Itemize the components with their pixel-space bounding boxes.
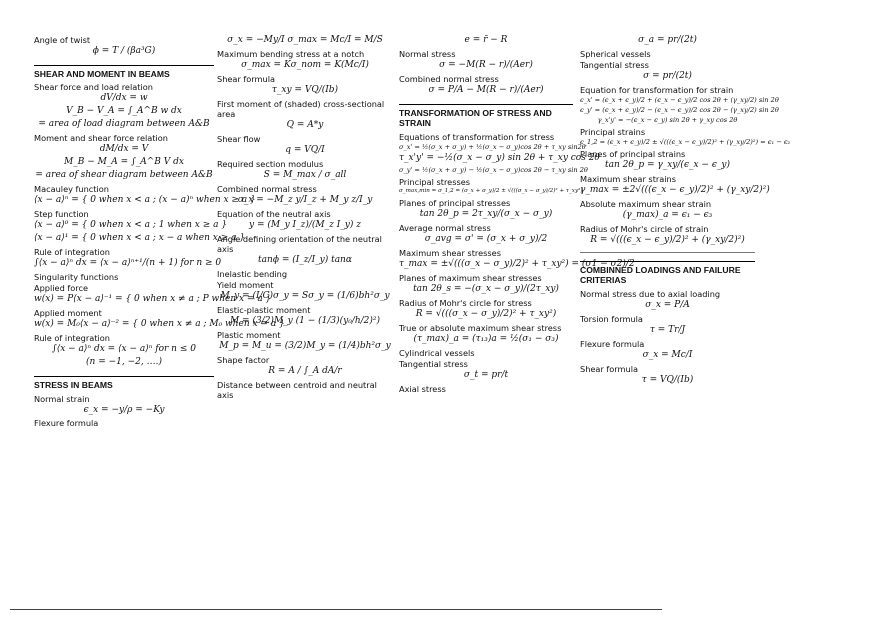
formula-label: Combined normal stress — [217, 183, 317, 194]
formula: σ_a = pr/(2t) — [638, 35, 697, 45]
section-divider — [580, 252, 755, 253]
formula-label: Flexure formula — [580, 338, 645, 349]
formula: ⟨x − a⟩⁰ = { 0 when x < a ; 1 when x ≥ a } — [34, 220, 228, 231]
formula-label: Cylindrical vessels — [399, 347, 475, 358]
formula: q = VQ/I — [285, 144, 325, 155]
formula-label: Moment and shear force relation — [34, 133, 168, 144]
formula: y = (M_y I_z)/(M_z I_y) z — [249, 219, 361, 230]
formula-label: Torsion formula — [580, 313, 643, 324]
formula-label: Normal stress due to axial loading — [580, 288, 721, 299]
formula: M_p = M_u = (3/2)M_y = (1/4)bh²σ_y — [219, 340, 391, 351]
formula-label: Plastic moment — [217, 329, 281, 340]
formula: σ_x' = ½(σ_x + σ_y) + ½(σ_x − σ_y)cos 2θ + τ_xy sin2θ — [399, 142, 586, 151]
formula: = area of load diagram between A&B — [38, 119, 210, 130]
formula-label: Rule of integration — [34, 247, 110, 258]
formula-label: Rule of integration — [34, 333, 110, 344]
formula: tan 2θ_s = −(σ_x − σ_y)/(2τ_xy) — [413, 283, 559, 294]
formula: M_y = (I/C)σ_y = Sσ_y = (1/6)bh²σ_y — [220, 290, 390, 301]
formula-label: Inelastic bending — [217, 268, 288, 279]
formula: w(x) = P⟨x − a⟩⁻¹ = { 0 when x ≠ a ; P when x = a } — [34, 294, 272, 305]
formula-label: Planes of principal stresses — [399, 197, 511, 208]
formula: ϵ_1,2 = (ϵ_x + ϵ_y)/2 ± √(((ϵ_x − ϵ_y)/2)² + (γ_xy/2)²) = ϵ₁ − ϵ₂ — [580, 138, 791, 147]
formula-label: Flexure formula — [34, 418, 99, 429]
section-heading: TRANSFORMATION OF STRESS AND STRAIN — [399, 104, 573, 129]
column-4 — [580, 34, 791, 388]
section-heading: SHEAR AND MOMENT IN BEAMS — [34, 65, 214, 79]
formula-label: Radius of Mohr's circle of strain — [580, 223, 709, 234]
formula: τ_max = ±√(((σ_x − σ_y)/2)² + τ_xy²) = (σ1 − σ2)/2 — [399, 258, 635, 269]
formula: (τ_max)_a = (τ₁₃)a = ½(σ₁ − σ₃) — [413, 333, 559, 344]
formula: σ_y' = ½(σ_x + σ_y) − ½(σ_x − σ_y)cos 2θ − τ_xy sin 2θ — [399, 165, 588, 174]
formula: ∫⟨x − a⟩ⁿ dx = ⟨x − a⟩ⁿ for n ≤ 0 — [52, 344, 196, 355]
formula: dV/dx = w — [100, 93, 148, 104]
formula: V_B − V_A = ∫_A^B w dx — [66, 106, 182, 117]
formula-label: Planes of maximum shear stresses — [399, 272, 542, 283]
formula-label: Combined normal stress — [399, 73, 499, 84]
formula-label: Distance between centroid and neutral axis — [217, 379, 377, 400]
formula-label: True or absolute maximum shear stress — [399, 322, 562, 333]
footer-rule — [10, 609, 662, 610]
formula-label: Shear force and load relation — [34, 82, 153, 93]
formula-label: Singularity functions — [34, 272, 119, 283]
formula: ϕ = T / (βa³G) — [92, 46, 156, 56]
column-2 — [217, 34, 393, 400]
formula-label: Shear formula — [217, 73, 275, 84]
formula: τ = VQ/(Ib) — [641, 374, 694, 385]
formula: σ = pr/(2t) — [643, 70, 692, 81]
formula: R = A / ∫_A dA/r — [268, 365, 342, 376]
formula: σ_x = −M_z y/I_z + M_y z/I_y — [237, 194, 373, 205]
formula: M_B − M_A = ∫_A^B V dx — [64, 157, 184, 168]
formula: σ_avg = σ' = (σ_x + σ_y)/2 — [424, 233, 548, 244]
formula: w(x) = M₀⟨x − a⟩⁻² = { 0 when x ≠ a ; M₀ when x = a } — [34, 319, 285, 330]
formula: Q = A*y — [286, 119, 324, 130]
formula-label: Applied moment — [34, 308, 102, 319]
formula: ⟨x − a⟩¹ = { 0 when x < a ; x − a when x ≥ a } — [34, 233, 246, 244]
formula: S = M_max / σ_all — [263, 169, 347, 180]
formula: = area of shear diagram between A&B — [35, 170, 213, 181]
formula-label: Equation for transformation for strain — [580, 84, 734, 95]
formula: γ_x'y' = −(ϵ_x − ϵ_y) sin 2θ + γ_xy cos 2θ — [597, 116, 738, 124]
formula-label: Axial stress — [399, 383, 446, 394]
formula-label: Required section modulus — [217, 158, 324, 169]
formula: tan 2θ_p = 2τ_xy/(σ_x − σ_y) — [419, 208, 553, 219]
formula-label: Shape factor — [217, 354, 270, 365]
formula: τ_x'y' = −½(σ_x − σ_y) sin 2θ + τ_xy cos 2θ — [399, 152, 600, 163]
formula-label: Shear formula — [580, 363, 638, 374]
formula-label: Equation of the neutral axis — [217, 208, 331, 219]
section-heading: STRESS IN BEAMS — [34, 376, 214, 390]
formula: σ = P/A − M(R − r)/(Aer) — [428, 84, 544, 95]
formula: ϵ_y' = (ϵ_x + ϵ_y)/2 − (ϵ_x − ϵ_y)/2 cos 2θ − (γ_xy/2) sin 2θ — [580, 105, 779, 114]
formula: ⟨x − a⟩ⁿ = { 0 when x < a ; (x − a)ⁿ when x ≥ a } — [34, 195, 256, 206]
formula-label: Planes of principal strains — [580, 149, 686, 160]
formula: γ_max = ±2√(((ϵ_x − ϵ_y)/2)² + (γ_xy/2)²) — [580, 185, 770, 196]
formula-label: Absolute maximum shear strain — [580, 199, 712, 209]
formula: R = √(((ϵ_x − ϵ_y)/2)² + (γ_xy/2)²) — [590, 234, 745, 245]
formula-label: Applied force — [34, 283, 88, 294]
formula-label: Normal strain — [34, 393, 90, 404]
formula: (n = −1, −2, ….) — [86, 357, 162, 368]
formula: (γ_max)_a = ϵ₁ − ϵ₃ — [622, 210, 713, 220]
formula: R = √(((σ_x − σ_y)/2)² + τ_xy²) — [415, 308, 557, 319]
formula: tanϕ = (I_z/I_y) tanα — [258, 254, 352, 265]
formula-label: Yield moment — [217, 279, 274, 290]
formula: σ_max = Kσ_nom = K(Mc/I) — [241, 59, 369, 70]
formula-label: Principal stresses — [399, 176, 471, 187]
formula: M = (3/2)M_y (1 − (1/3)(y₀/h/2)²) — [229, 315, 381, 326]
formula-label: Angle of twist — [34, 35, 91, 45]
formula-label: Normal stress — [399, 48, 456, 59]
formula: σ_x = Mc/I — [642, 349, 693, 360]
formula-label: Maximum shear stresses — [399, 247, 501, 258]
section-heading: COMBINNED LOADINGS AND FAILURE CRITERIAS — [580, 261, 755, 286]
formula-label: Step function — [34, 209, 89, 220]
formula: ϵ_x' = (ϵ_x + ϵ_y)/2 + (ϵ_x − ϵ_y)/2 cos 2θ + (γ_xy/2) sin 2θ — [580, 95, 779, 104]
formula: e = r̄ − R — [464, 35, 508, 45]
formula-label: First moment of (shaded) cross-sectional area — [217, 98, 385, 119]
formula-label: Angle defining orientation of the neutral axis — [217, 233, 382, 254]
formula: σ_t = pr/t — [463, 369, 509, 380]
formula: dM/dx = V — [99, 144, 149, 155]
formula-label: Radius of Mohr's circle for stress — [399, 297, 532, 308]
formula: σ_x = −My/I σ_max = Mc/I = M/S — [227, 35, 383, 45]
formula-label: Spherical vessels — [580, 48, 651, 59]
formula-label: Elastic-plastic moment — [217, 304, 311, 315]
formula: tan 2θ_p = γ_xy/(ϵ_x − ϵ_y) — [605, 160, 730, 171]
formula: τ_xy = VQ/(Ib) — [271, 84, 339, 95]
formula: σ = −M(R − r)/(Aer) — [439, 59, 533, 70]
formula: σ_max,min = σ_1,2 = (σ_x + σ_y)/2 ± √(((σ_x − σ_y)/2)² + τ_xy²) — [399, 187, 583, 194]
formula: ∫⟨x − a⟩ⁿ dx = ⟨x − a⟩ⁿ⁺¹/(n + 1) for n ≥ 0 — [34, 258, 222, 269]
formula-label: Principal strains — [580, 127, 646, 138]
formula: ϵ_x = −y/ρ = −Ky — [83, 404, 165, 415]
formula-label: Maximum bending stress at a notch — [217, 48, 365, 59]
formula-label: Shear flow — [217, 133, 261, 144]
formula-label: Tangential stress — [580, 59, 649, 70]
formula-label: Macauley function — [34, 184, 109, 195]
formula-label: Average normal stress — [399, 222, 491, 233]
formula: σ_x = P/A — [645, 299, 690, 310]
formula: τ = Tr/J — [649, 324, 686, 335]
formula-label: Tangential stress — [399, 358, 468, 369]
formula-label: Equations of transformation for stress — [399, 131, 555, 142]
formula-label: Maximum shear strains — [580, 174, 677, 185]
